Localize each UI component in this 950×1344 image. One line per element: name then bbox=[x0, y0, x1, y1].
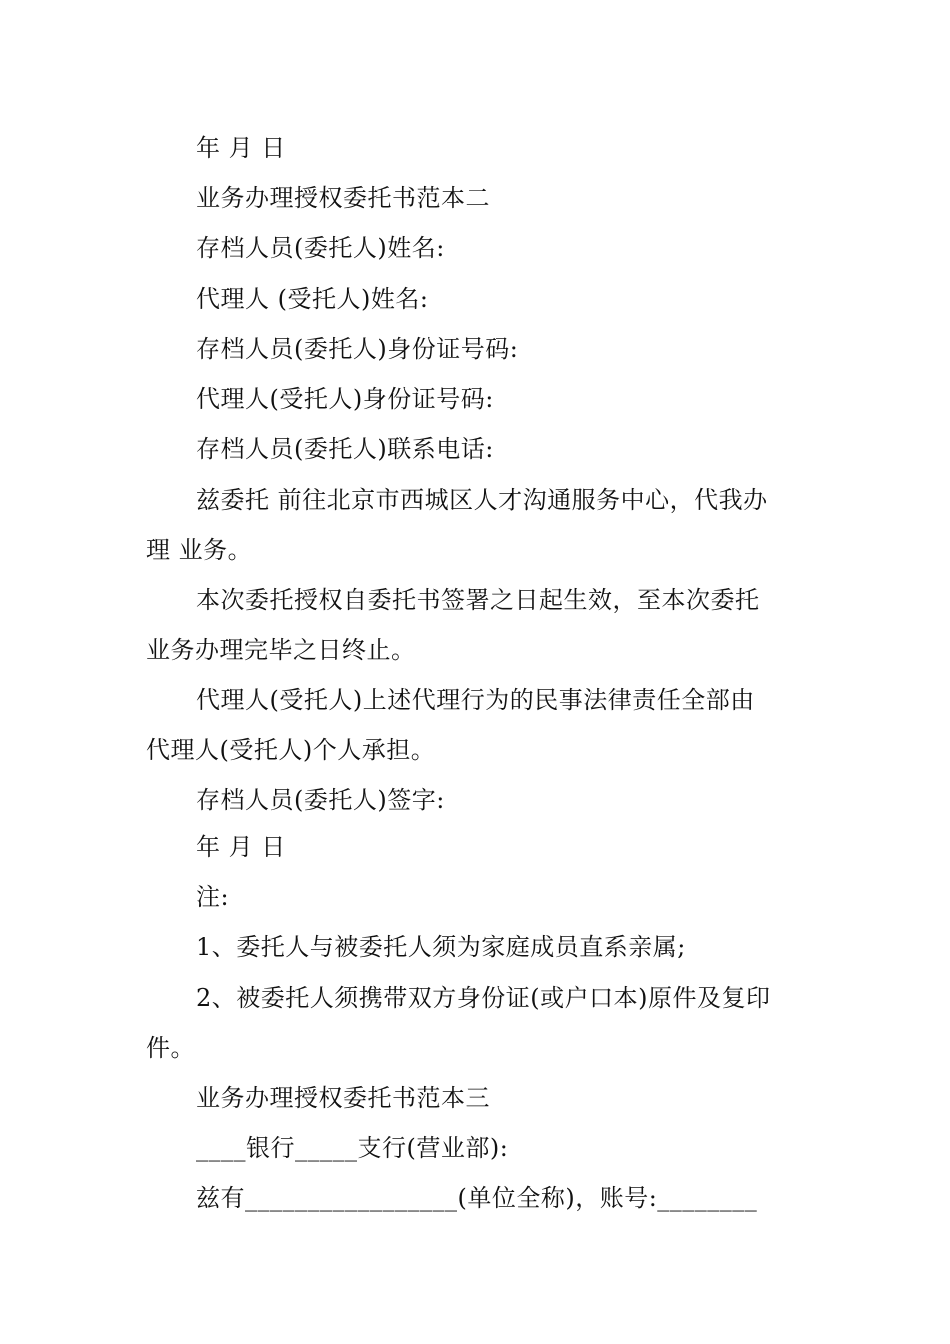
field-principal-id-number: 存档人员(委托人)身份证号码: bbox=[196, 335, 519, 363]
field-agent-id-number: 代理人(受托人)身份证号码: bbox=[196, 385, 494, 413]
paragraph-entrust-line-1: 兹委托 前往北京市西城区人才沟通服务中心，代我办 bbox=[196, 486, 768, 514]
note-heading: 注: bbox=[196, 883, 230, 911]
field-principal-signature: 存档人员(委托人)签字: bbox=[196, 786, 445, 814]
note-item-2-line-1: 2、被委托人须携带双方身份证(或户口本)原件及复印 bbox=[196, 984, 771, 1012]
field-principal-name: 存档人员(委托人)姓名: bbox=[196, 234, 445, 262]
bank-branch-line: ____银行_____支行(营业部): bbox=[196, 1134, 509, 1162]
section-title-template-three: 业务办理授权委托书范本三 bbox=[196, 1084, 490, 1112]
field-principal-phone: 存档人员(委托人)联系电话: bbox=[196, 435, 494, 463]
note-item-2-line-2: 件。 bbox=[146, 1034, 195, 1062]
paragraph-entrust-line-2: 理 业务。 bbox=[146, 536, 253, 564]
paragraph-liability-line-2: 代理人(受托人)个人承担。 bbox=[146, 736, 436, 764]
signature-date-line: 年 月 日 bbox=[196, 833, 286, 861]
note-item-1: 1、委托人与被委托人须为家庭成员直系亲属; bbox=[196, 933, 686, 961]
date-line: 年 月 日 bbox=[196, 134, 286, 162]
section-title-template-two: 业务办理授权委托书范本二 bbox=[196, 184, 490, 212]
field-agent-name: 代理人 (受托人)姓名: bbox=[196, 285, 429, 313]
paragraph-validity-line-2: 业务办理完毕之日终止。 bbox=[146, 636, 416, 664]
paragraph-validity-line-1: 本次委托授权自委托书签署之日起生效，至本次委托 bbox=[196, 586, 760, 614]
paragraph-liability-line-1: 代理人(受托人)上述代理行为的民事法律责任全部由 bbox=[196, 686, 755, 714]
unit-account-line: 兹有_________________(单位全称)，账号:________ bbox=[196, 1184, 758, 1212]
